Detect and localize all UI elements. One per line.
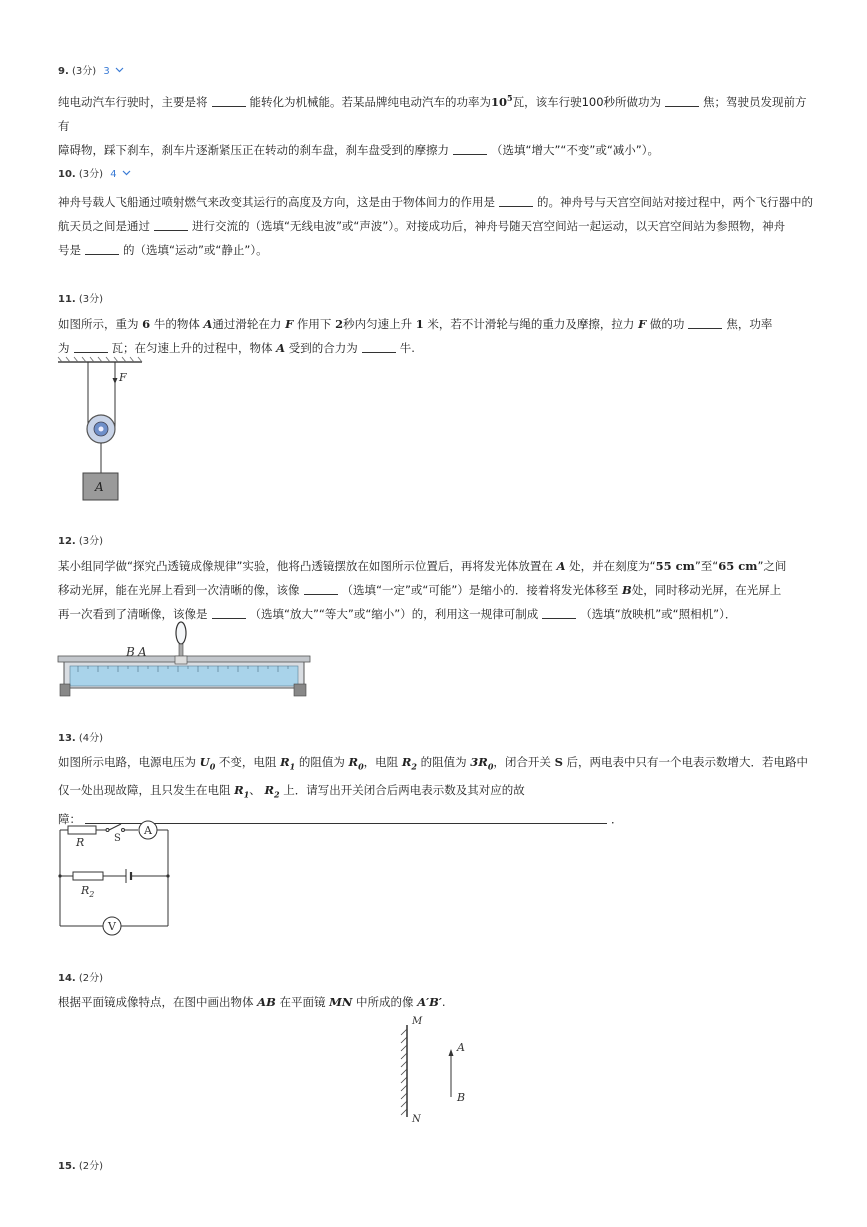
- q11-object: A: [203, 317, 213, 331]
- q9-text: 纯电动汽车行驶时，主要是将: [58, 94, 208, 109]
- q11-text: 作用下: [296, 317, 332, 331]
- q10-score: (3分): [78, 169, 104, 180]
- bench-label-b: B: [126, 645, 135, 659]
- q12-text: （选填“一定”或“可能”）是缩小的．接着将发光体移至: [341, 583, 619, 597]
- q11-text: 为: [58, 341, 70, 355]
- q13-text: 障：: [58, 811, 81, 826]
- q11-object: A: [276, 341, 286, 355]
- q12-blank-1[interactable]: [304, 582, 338, 595]
- q13-number: 13.: [58, 733, 76, 744]
- q13-text: 、: [249, 783, 261, 798]
- chevron-down-icon[interactable]: [122, 170, 131, 176]
- q13-header: [58, 729, 103, 744]
- q14-ab: AB: [257, 995, 276, 1009]
- q12-point-b: B: [622, 583, 632, 597]
- q13-u0-symbol: U: [199, 755, 210, 769]
- q9-text: 瓦，该车行驶100秒所做功为: [512, 94, 662, 109]
- q12-score: (3分): [78, 536, 104, 547]
- q9-number: 9.: [58, 66, 69, 77]
- q13-r2-symbol: R: [401, 755, 412, 769]
- q11-height: 1: [415, 317, 424, 331]
- q13-u0: [199, 755, 216, 772]
- q12-body: [58, 554, 813, 626]
- q11-weight: 6: [142, 317, 151, 331]
- label-voltmeter: V: [108, 920, 116, 933]
- q10-header: [58, 165, 131, 180]
- q9-power-exp: 5: [507, 93, 513, 103]
- q12-scale-2: 65 cm: [718, 559, 758, 573]
- q14-text: .: [441, 995, 446, 1009]
- q14-text: 根据平面镜成像特点，在图中画出物体: [58, 995, 254, 1009]
- q9-blank-2[interactable]: [665, 94, 699, 107]
- q13-3r0: [470, 755, 494, 772]
- q12-number: 12.: [58, 536, 76, 547]
- q13-text: ，闭合开关: [493, 755, 551, 769]
- label-s: S: [114, 833, 121, 844]
- q10-text: 航天员之间是通过: [58, 219, 150, 233]
- q12-text: 移动光屏，能在光屏上看到一次清晰的像，该像: [58, 583, 300, 597]
- q13-text: 的阻值为: [298, 755, 345, 769]
- q12-text: 处，并在刻度为“: [569, 559, 656, 573]
- label-r2-sub: 2: [89, 890, 95, 899]
- q13-switch: S: [554, 755, 563, 769]
- q11-header: [58, 290, 103, 305]
- q11-text: 通过滑轮在力: [212, 317, 282, 331]
- q11-text: 牛的物体: [153, 317, 200, 331]
- q10-answer-toggle[interactable]: [110, 169, 131, 180]
- q14-body: [58, 990, 813, 1014]
- circuit-figure: [58, 818, 178, 940]
- q10-body: [58, 190, 813, 262]
- q11-text: 牛.: [399, 341, 415, 355]
- q14-header: [58, 969, 103, 984]
- resistor-r2: [73, 872, 103, 880]
- q9-header: [58, 62, 124, 77]
- q9-text: 焦；驾驶员发现前方有: [58, 94, 807, 133]
- label-a: A: [457, 1041, 465, 1054]
- q10-text: 神舟号载人飞船通过喷射燃气来改变其运行的高度及方向，这是由于物体间力的作用是: [58, 195, 495, 209]
- q13-r2-symbol: R: [264, 783, 275, 798]
- q13-r0-sub: 0: [358, 761, 364, 772]
- q13-score: (4分): [78, 733, 104, 744]
- q13-text: ，电阻: [363, 755, 399, 769]
- q9-score: (3分): [71, 66, 97, 77]
- q11-text: 受到的合力为: [288, 341, 358, 355]
- label-m: M: [412, 1016, 423, 1027]
- label-r: R: [76, 836, 85, 849]
- q12-blank-3[interactable]: [542, 606, 576, 619]
- resistor-r: [68, 826, 96, 834]
- q11-text: 焦，功率: [726, 317, 773, 331]
- block-label: A: [95, 480, 104, 494]
- q9-power: [491, 95, 513, 109]
- q14-score: (2分): [78, 973, 104, 984]
- q10-number: 10.: [58, 169, 76, 180]
- q13-text: 如图所示电路，电源电压为: [58, 755, 196, 769]
- q9-power-base: 10: [491, 94, 508, 109]
- q14-text: 中所成的像: [356, 995, 414, 1009]
- pulley-figure: [58, 356, 148, 504]
- q13-r2: [401, 755, 417, 772]
- q9-blank-1[interactable]: [212, 94, 246, 107]
- bench-label-a: A: [138, 645, 147, 659]
- q12-scale-1: 55 cm: [655, 559, 695, 573]
- q12-header: [58, 532, 103, 547]
- q11-force: F: [285, 317, 294, 331]
- q9-text: （选填“增大”“不变”或“减小”）。: [491, 142, 659, 157]
- q11-text: 如图所示，重为: [58, 317, 139, 331]
- label-ammeter: A: [144, 824, 152, 837]
- label-b: B: [457, 1091, 466, 1104]
- q10-text: 的。神舟号与天宫空间站对接过程中，两个飞行器中的: [537, 195, 813, 209]
- q9-text: 能转化为机械能。若某品牌纯电动汽车的功率为: [249, 94, 491, 109]
- q9-answer-count[interactable]: 3: [103, 66, 110, 77]
- q11-body: [58, 312, 813, 360]
- q11-text: 瓦；在匀速上升的过程中，物体: [111, 341, 273, 355]
- force-label: F: [119, 371, 127, 384]
- q10-text: 号是: [58, 243, 81, 257]
- label-r2-symbol: R: [81, 884, 90, 897]
- q12-blank-2[interactable]: [212, 606, 246, 619]
- q9-body: [58, 86, 813, 162]
- q13-u0-sub: 0: [209, 761, 216, 772]
- q14-text: 在平面镜: [279, 995, 326, 1009]
- q11-force: F: [638, 317, 647, 331]
- q9-blank-3[interactable]: [453, 142, 487, 155]
- chevron-down-icon[interactable]: [115, 67, 124, 73]
- q13-text: 仅一处出现故障，且只发生在电阻: [58, 783, 231, 798]
- q13-3r0-symbol: 3R: [470, 755, 488, 769]
- q11-blank-2[interactable]: [74, 340, 108, 353]
- q12-text: 再一次看到了清晰像，该像是: [58, 607, 208, 621]
- q15-number: 15.: [58, 1161, 76, 1172]
- q14-number: 14.: [58, 973, 76, 984]
- q13-text: 后，两电表中只有一个电表示数增大．若电路中: [566, 755, 809, 769]
- q11-text: 米，若不计滑轮与绳的重力及摩擦，拉力: [427, 317, 635, 331]
- q11-score: (3分): [78, 294, 104, 305]
- q13-r1: [280, 755, 296, 772]
- q13-r1-sub: 1: [243, 789, 250, 800]
- q13-r0-symbol: R: [348, 755, 359, 769]
- q10-blank-3[interactable]: [85, 242, 119, 255]
- q13-text: 的阻值为: [420, 755, 467, 769]
- q12-text: 处，同时移动光屏，在光屏上: [631, 583, 782, 597]
- q11-number: 11.: [58, 294, 76, 305]
- q12-text: 某小组同学做“探究凸透镜成像规律”实验，他将凸透镜摆放在如图所示位置后，再将发光体放置在: [58, 559, 553, 573]
- q14-mn: MN: [329, 995, 353, 1009]
- q12-point-a: A: [556, 559, 566, 573]
- q13-r1-sub: 1: [289, 761, 296, 772]
- q10-blank-2[interactable]: [154, 218, 188, 231]
- mirror-figure: [395, 1013, 475, 1125]
- q11-text: 做的功: [649, 317, 685, 331]
- convex-lens: [176, 622, 186, 644]
- q12-text: （选填“放大”“等大”或“缩小”）的，利用这一规律可制成: [249, 607, 539, 621]
- q10-answer-count[interactable]: 4: [110, 169, 117, 180]
- q13-text: 不变，电阻: [218, 755, 277, 769]
- q10-text: 的（选填“运动”或“静止”）。: [123, 243, 268, 257]
- q15-score: (2分): [78, 1161, 104, 1172]
- q11-blank-3[interactable]: [362, 340, 396, 353]
- q9-text: 障碍物，踩下刹车，刹车片逐渐紧压正在转动的刹车盘，刹车盘受到的摩擦力: [58, 142, 449, 157]
- q13-r0: [348, 755, 364, 772]
- q11-text: 秒内匀速上升: [343, 317, 413, 331]
- q12-text: ”至“: [694, 559, 719, 573]
- q13-r1: [234, 783, 250, 800]
- q12-text: （选填“放映机”或“照相机”）．: [580, 607, 737, 621]
- q13-text: 上．请写出开关闭合后两电表示数及其对应的故: [283, 783, 525, 798]
- q13-r2-sub: 2: [274, 789, 280, 800]
- q10-text: 进行交流的（选填“无线电波”或“声波”）。对接成功后，神舟号随天宫空间站一起运动，以天宫空间站为参照物，神舟: [192, 219, 786, 233]
- q12-text: ”之间: [757, 559, 787, 573]
- label-n: N: [412, 1114, 421, 1125]
- q9-answer-toggle[interactable]: [103, 66, 124, 77]
- q13-r1-symbol: R: [280, 755, 290, 769]
- q11-time: 2: [335, 317, 344, 331]
- q10-blank-1[interactable]: [499, 194, 533, 207]
- label-r2: [80, 884, 94, 899]
- q13-r2: [264, 783, 280, 800]
- q13-text: ．: [611, 811, 623, 826]
- q11-blank-1[interactable]: [688, 316, 722, 329]
- q13-r2-sub: 2: [411, 761, 417, 772]
- q13-r1-symbol: R: [234, 783, 244, 798]
- q15-header: [58, 1157, 103, 1172]
- q13-3r0-sub: 0: [487, 761, 494, 772]
- q14-image: A′B′: [417, 995, 442, 1009]
- optical-bench-figure: [58, 620, 312, 698]
